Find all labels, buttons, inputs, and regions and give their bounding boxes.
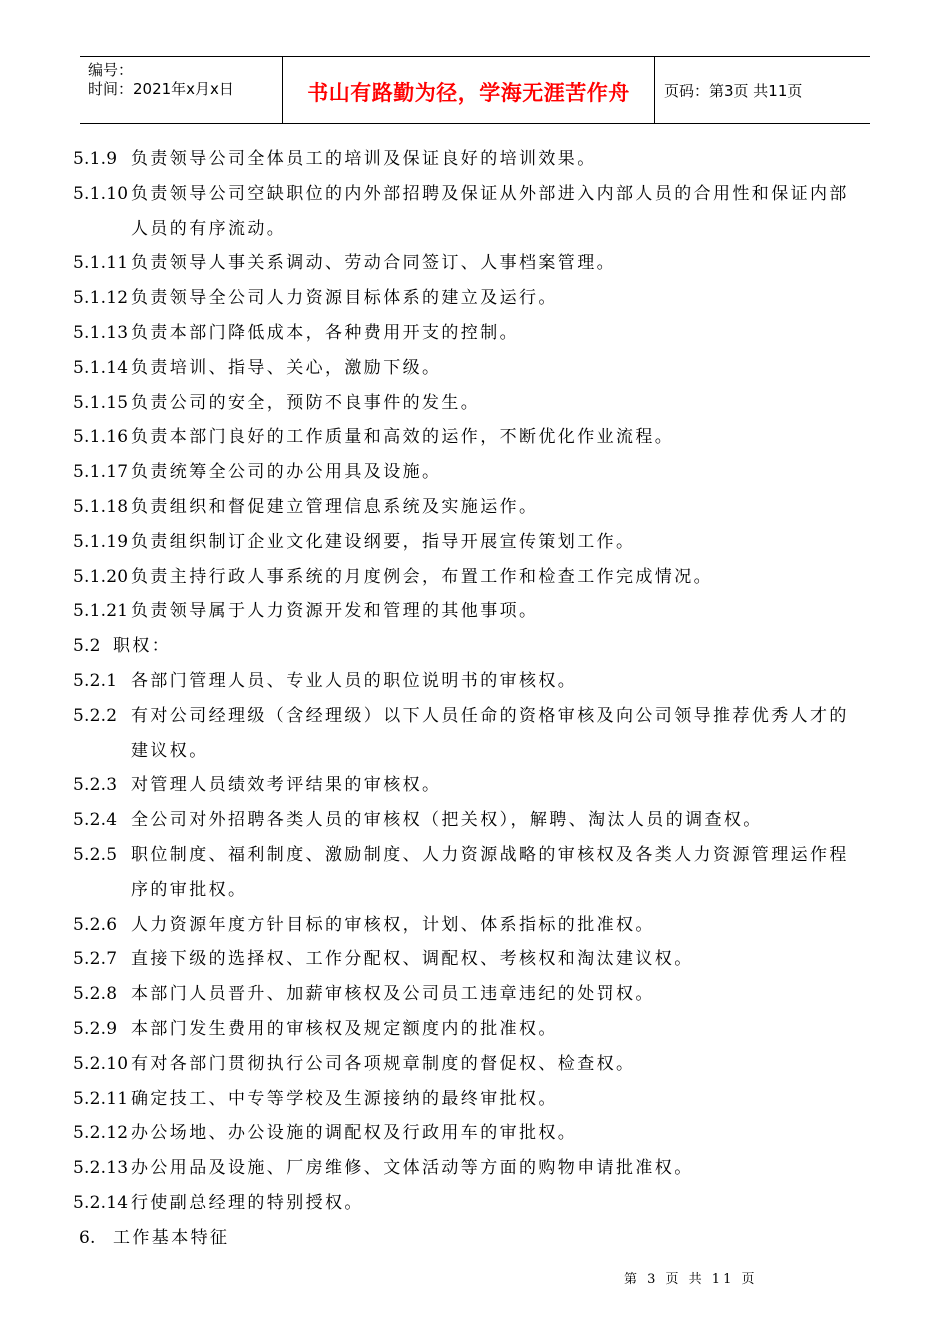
document-body	[73, 142, 863, 1256]
item-number: 5.1.16	[73, 427, 129, 448]
item-number: 5.2.13	[73, 1158, 129, 1179]
document-code-label: 编号：	[88, 61, 134, 79]
section-title: 工作基本特征	[113, 1227, 230, 1248]
item-number: 5.2.12	[73, 1123, 129, 1144]
item-continuation: 建议权。	[131, 740, 209, 761]
item-continuation: 人员的有序流动。	[131, 218, 287, 239]
item-text: 直接下级的选择权、工作分配权、调配权、考核权和淘汰建议权。	[131, 949, 694, 970]
item-number: 5.2.11	[73, 1088, 129, 1109]
list-item	[73, 351, 863, 386]
item-number: 5.1.9	[73, 149, 118, 169]
item-text: 负责统筹全公司的办公用具及设施。	[131, 462, 442, 483]
item-text: 确定技工、中专等学校及生源接纳的最终审批权。	[131, 1088, 558, 1109]
list-item	[73, 1186, 863, 1221]
item-text: 有对各部门贯彻执行公司各项规章制度的督促权、检查权。	[131, 1053, 636, 1074]
section-number: 6.	[79, 1227, 96, 1248]
item-number: 5.1.15	[73, 392, 129, 413]
item-number: 5.1.18	[73, 496, 129, 517]
item-text: 本部门人员晋升、加薪审核权及公司员工违章违纪的处罚权。	[131, 984, 655, 1005]
item-number: 5.1.19	[73, 531, 129, 552]
header-meta-cell	[80, 57, 283, 123]
item-number: 5.2.6	[73, 914, 118, 935]
list-item	[73, 560, 863, 595]
section-title: 职权：	[113, 636, 172, 657]
list-item	[73, 803, 863, 838]
page-footer-number: 第 3 页 共 11 页	[624, 1272, 758, 1287]
item-text: 负责领导属于人力资源开发和管理的其他事项。	[131, 601, 539, 622]
item-text: 人力资源年度方针目标的审核权，计划、体系指标的批准权。	[131, 914, 655, 935]
item-text: 负责领导人事关系调动、劳动合同签订、人事档案管理。	[131, 253, 616, 274]
list-item	[73, 420, 863, 455]
list-item	[73, 768, 863, 803]
header-motto-cell	[283, 57, 655, 123]
list-item	[73, 1116, 863, 1151]
item-continuation: 序的审批权。	[131, 879, 248, 900]
item-text: 各部门管理人员、专业人员的职位说明书的审核权。	[131, 670, 578, 691]
item-number: 5.2.10	[73, 1053, 129, 1074]
header-motto: 书山有路勤为径，学海无涯苦作舟	[307, 81, 630, 105]
item-text: 职位制度、福利制度、激励制度、人力资源战略的审核权及各类人力资源管理运作程	[131, 844, 849, 865]
item-number: 5.1.10	[73, 183, 129, 204]
item-number: 5.2.14	[73, 1192, 129, 1213]
header-page-cell	[655, 57, 870, 123]
list-item	[73, 1012, 863, 1047]
item-number: 5.1.12	[73, 288, 129, 309]
item-text: 负责领导公司全体员工的培训及保证良好的培训效果。	[131, 149, 597, 169]
list-item	[73, 525, 863, 560]
item-number: 5.2.1	[73, 670, 118, 691]
list-item	[73, 594, 863, 629]
item-text: 负责培训、指导、关心，激励下级。	[131, 357, 442, 378]
item-text: 负责主持行政人事系统的月度例会，布置工作和检查工作完成情况。	[131, 566, 713, 587]
list-item	[73, 977, 863, 1012]
item-text: 负责组织和督促建立管理信息系统及实施运作。	[131, 496, 539, 517]
item-text: 负责公司的安全，预防不良事件的发生。	[131, 392, 481, 413]
item-text: 负责领导公司空缺职位的内外部招聘及保证从外部进入内部人员的合用性和保证内部	[131, 183, 849, 204]
list-item	[73, 177, 863, 212]
item-number: 5.1.14	[73, 357, 129, 378]
item-number: 5.2.3	[73, 775, 118, 796]
list-item	[73, 838, 863, 873]
list-item	[73, 246, 863, 281]
item-text: 行使副总经理的特别授权。	[131, 1192, 364, 1213]
item-number: 5.2.9	[73, 1018, 118, 1039]
section-heading-6	[73, 1221, 863, 1256]
list-item	[73, 699, 863, 734]
item-text: 负责领导全公司人力资源目标体系的建立及运行。	[131, 288, 558, 309]
document-time-label: 时间：2021年x月x日	[88, 80, 234, 98]
list-item	[73, 142, 863, 177]
item-number: 5.1.20	[73, 566, 129, 587]
item-number: 5.1.11	[73, 253, 129, 274]
item-text: 全公司对外招聘各类人员的审核权（把关权），解聘、淘汰人员的调查权。	[131, 810, 763, 831]
list-item	[73, 942, 863, 977]
item-number: 5.2.5	[73, 844, 118, 865]
item-text: 负责组织制订企业文化建设纲要，指导开展宣传策划工作。	[131, 531, 636, 552]
list-item	[73, 490, 863, 525]
item-number: 5.2.2	[73, 705, 118, 726]
item-number: 5.2.7	[73, 949, 118, 970]
item-text: 办公用品及设施、厂房维修、文体活动等方面的购物申请批准权。	[131, 1158, 694, 1179]
item-text: 负责本部门降低成本，各种费用开支的控制。	[131, 322, 519, 343]
item-text: 本部门发生费用的审核权及规定额度内的批准权。	[131, 1018, 558, 1039]
header-page-number: 页码：第3页 共11页	[664, 81, 803, 100]
item-number: 5.2.4	[73, 810, 118, 831]
page-header	[80, 56, 870, 124]
list-item	[73, 1082, 863, 1117]
list-item	[73, 281, 863, 316]
item-text: 负责本部门良好的工作质量和高效的运作，不断优化作业流程。	[131, 427, 675, 448]
item-text: 对管理人员绩效考评结果的审核权。	[131, 775, 442, 796]
list-item	[73, 386, 863, 421]
item-text: 有对公司经理级（含经理级）以下人员任命的资格审核及向公司领导推荐优秀人才的	[131, 705, 849, 726]
list-item	[73, 1151, 863, 1186]
section-number: 5.2	[73, 636, 101, 657]
item-number: 5.1.17	[73, 462, 129, 483]
list-item	[73, 316, 863, 351]
list-item	[73, 455, 863, 490]
item-text: 办公场地、办公设施的调配权及行政用车的审批权。	[131, 1123, 578, 1144]
list-item	[73, 1047, 863, 1082]
list-item	[73, 664, 863, 699]
list-item	[73, 908, 863, 943]
item-number: 5.1.21	[73, 601, 129, 622]
item-number: 5.1.13	[73, 322, 129, 343]
section-heading-5-2	[73, 629, 863, 664]
item-number: 5.2.8	[73, 984, 118, 1005]
